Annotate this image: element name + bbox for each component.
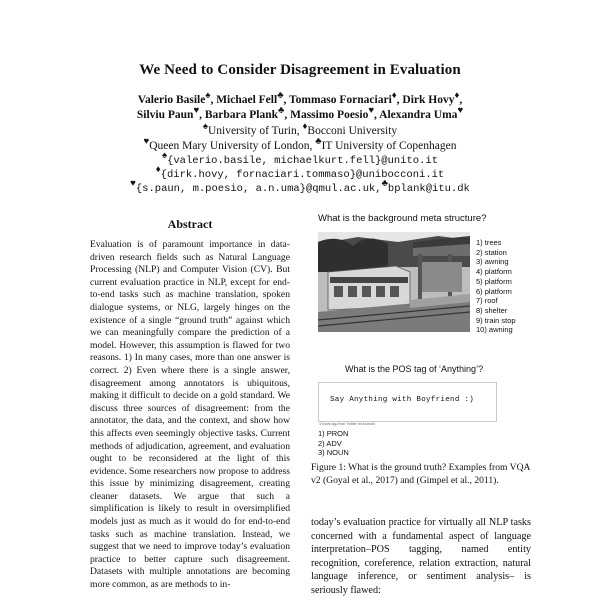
affiliation-mark: ♠ [202,121,208,132]
answer-option: 8) shelter [476,305,508,315]
question-2-options [318,429,349,458]
abstract-text: Evaluation is of paramount importance in data-driven research fields such as Natural Language Processing (NLP) and Computer Vision (CV). But current evaluation practice in NLP, except for end-to-end tasks such as machine translation, spoken dialogue systems, or NLG, largely hinges on the existence of a single “ground truth” against which we can meaningfully compare the prediction of a model. However, this assumption is flawed for two reasons. 1) In many cases, more than one answer is correct. 2) Even where there is a single answer, disagreement among annotators is ubiquitous, making it difficult to decide on a gold standard. We discuss three sources of disagreement: from the annotator, the data, and the context, and show how this affects even seemingly objective tasks. Current methods of adjudication, agreement, and evaluation ought to be reconsidered at the light of this evidence. Some researchers now propose to address this issue by minimizing disagreement, creating cleaner datasets. We argue that such a simplification is likely to result in oversimplified models just as much as it would do for end-to-end tasks such as machine translation. Instead, we suggest that we need to improve today’s evaluation practice to better capture such disagreement. Datasets with multiple annotations are becoming more common, as are methods to in- [90,239,290,591]
answer-option: 2) ADV [318,438,342,448]
tweet-meta: 4 hours ago from Twitter for Android [319,422,375,426]
affiliation-mark: ♥ [143,136,150,147]
answer-option: 9) train stop [476,315,516,325]
train-station-photo [318,232,470,332]
answer-option: 10) awning [476,325,513,335]
answer-option: 6) platform [476,286,512,296]
figure-caption: Figure 1: What is the ground truth? Examples from VQA v2 (Goyal et al., 2017) and (Gimpel et al., 2011). [311,462,530,486]
affiliation-text: IT University of Copenhagen [321,139,457,152]
affiliation-mark: ♦ [155,164,161,175]
affiliation-mark: ♦ [302,121,308,132]
author-name: Alexandra Uma [379,108,458,121]
affiliation-mark: ♣ [315,136,322,147]
email-text: {dirk.hovy, fornaciari.tommaso}@unibocconi.it [160,168,445,181]
affiliation-mark: ♥ [368,105,375,116]
paper-title: We Need to Consider Disagreement in Evaluation [139,62,461,78]
figure-question-2: What is the POS tag of ‘Anything’? [345,364,484,374]
affiliation-mark: ♣ [381,178,388,189]
abstract-heading: Abstract [167,217,213,231]
author-name: Valerio Basile [137,93,206,106]
answer-option: 2) station [476,247,507,257]
affiliation-mark: ♣ [278,105,285,116]
answer-option: 1) PRON [318,429,349,438]
email-text: {valerio.basile, michaelkurt.fell}@unito.it [167,154,439,167]
answer-option: 4) platform [476,267,512,277]
figure-question-1: What is the background meta structure? [318,213,487,224]
question-1-options [476,238,516,335]
author-name: Massimo Poesio [290,108,369,121]
answer-option: 7) roof [476,296,498,306]
affiliation-mark: ♦ [391,90,397,101]
affiliation-mark: ♦ [454,90,460,101]
author-line-2: Silviu Paun♥, Barbara Plank♣, Massimo Poesio♥, Alexandra Uma♥ [136,105,464,121]
affiliation-text: University of Turin, [207,124,303,137]
affiliation-mark: ♥ [193,105,200,116]
body-text: today’s evaluation practice for virtually all NLP tasks concerned with a fundamental aspect of language interpretation–POS tagging, named entity recognition, coreference, relation extraction, natural language inference, or sentiment analysis– is seriously flawed: [311,517,531,596]
affiliation-mark: ♥ [130,178,136,189]
author-name: Michael Fell [216,93,278,106]
email-text: bplank@itu.dk [387,182,470,195]
tweet-text: Say Anything with Boyfriend :) [330,396,475,404]
abstract-body [90,239,290,592]
answer-option: 5) platform [476,276,512,286]
author-name: Tommaso Fornaciari [289,93,392,106]
email-line-3 [0,177,600,196]
affiliation-mark: ♠ [205,90,211,101]
author-name: Dirk Hovy [402,93,455,106]
answer-option: 3) NOUN [318,448,349,458]
answer-option: 1) trees [476,238,502,247]
author-line-1: Valerio Basile♠, Michael Fell♣, Tommaso Fornaciari♦, Dirk Hovy♦, [137,90,463,106]
answer-option: 3) awning [476,257,509,267]
author-name: Silviu Paun [136,108,194,121]
affiliation-mark: ♣ [277,90,284,101]
author-name: Barbara Plank [204,108,279,121]
affiliation-mark: ♠ [161,150,168,161]
affiliation-mark: ♥ [457,105,464,116]
email-text: {s.paun, m.poesio, a.n.uma}@qmul.ac.uk, [135,182,382,195]
affiliation-text: Bocconi University [307,124,398,137]
affiliation-text: Queen Mary University of London, [149,139,316,152]
